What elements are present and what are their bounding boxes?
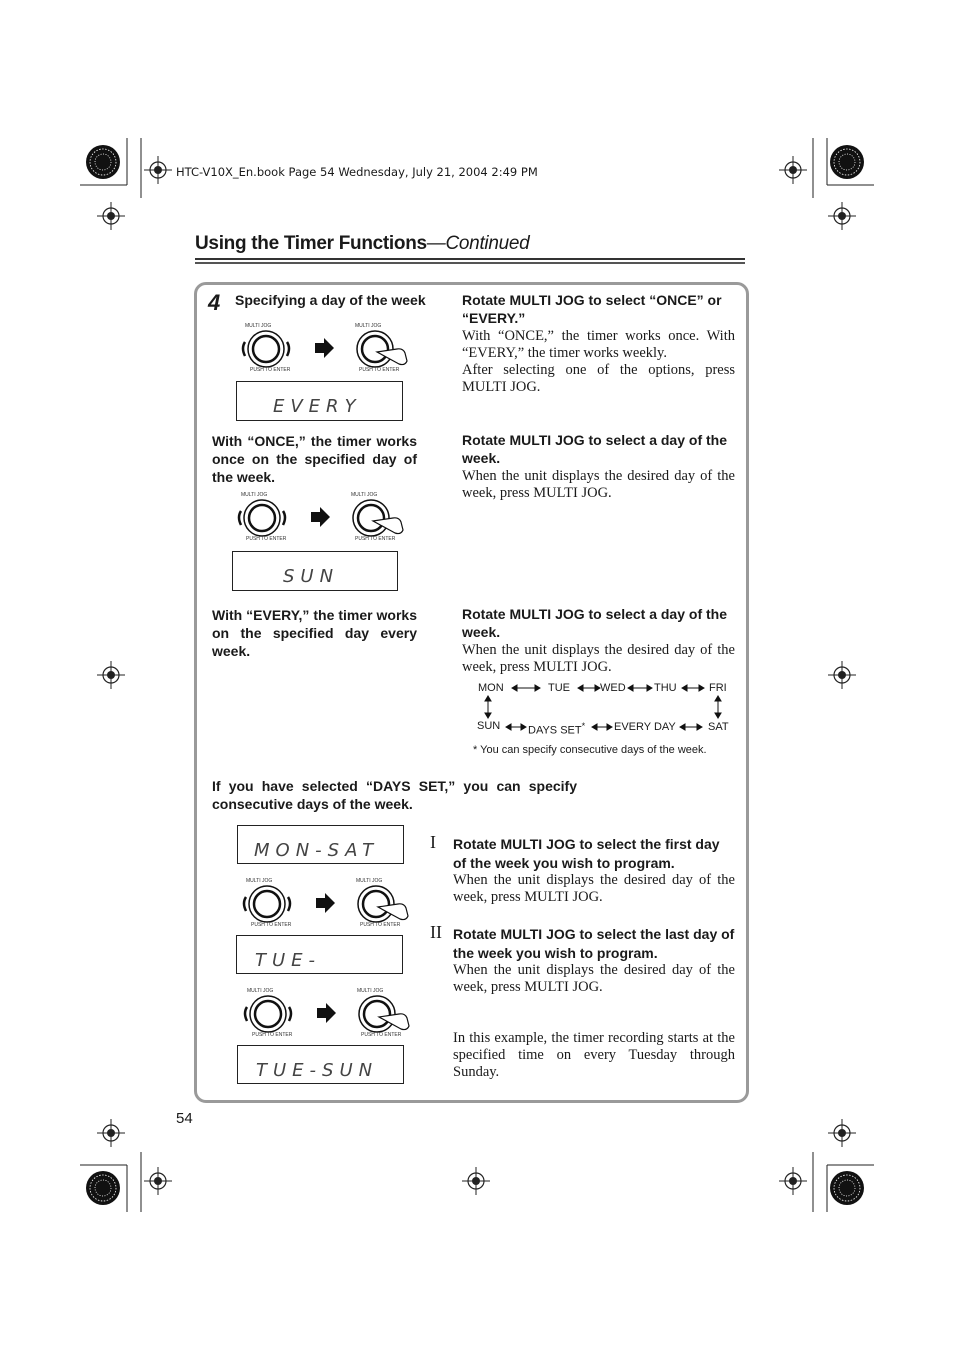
jog-bottom-label: PUSH TO ENTER <box>252 1032 293 1038</box>
once-every-body: With “ONCE,” the timer works once. With “EVERY,” the timer works weekly. <box>462 328 735 361</box>
page-title <box>195 233 529 255</box>
cycle-wed: WED <box>600 682 626 694</box>
once-every-heading: Rotate MULTI JOG to select “ONCE” or “EVERY.” <box>462 292 722 326</box>
lcd-display-every: EVERY <box>236 381 403 421</box>
jog-group-4 <box>237 987 412 1039</box>
once-instruction-heading: Rotate MULTI JOG to select a day of the week. <box>462 432 728 466</box>
cycle-sun: SUN <box>477 720 501 732</box>
step-i-body: When the unit displays the desired day of the week, press MULTI JOG. <box>453 872 735 905</box>
cycle-tue: TUE <box>548 682 570 694</box>
jog-bottom-label: PUSH TO ENTER <box>251 922 292 928</box>
jog-group-3 <box>236 877 411 929</box>
days-set-heading: If you have selected “DAYS SET,” you can specify consecutive days of the week. <box>212 778 577 812</box>
every-description: With “EVERY,” the timer works on the specified day every week. <box>212 607 417 659</box>
jog-top-label: MULTI JOG <box>357 988 384 994</box>
jog-top-label: MULTI JOG <box>245 323 272 329</box>
jog-top-label: MULTI JOG <box>241 492 268 498</box>
cycle-footnote: * You can specify consecutive days of the week. <box>473 744 707 756</box>
every-instruction-heading: Rotate MULTI JOG to select a day of the week. <box>462 606 728 640</box>
jog-bottom-label: PUSH TO ENTER <box>360 922 401 928</box>
jog-top-label: MULTI JOG <box>355 323 382 329</box>
step-heading: Specifying a day of the week <box>235 292 426 308</box>
title-continued: —Continued <box>426 233 530 254</box>
lcd-display-sun: SUN <box>232 551 398 591</box>
title-rule <box>195 258 745 260</box>
once-description: With “ONCE,” the timer works once on the specified day of the week. <box>212 433 417 485</box>
once-instruction-body: When the unit displays the desired day of the week, press MULTI JOG. <box>462 468 735 501</box>
jog-dial-icon <box>231 497 406 537</box>
page-number: 54 <box>176 1110 193 1127</box>
jog-group-1 <box>235 322 410 374</box>
jog-top-label: MULTI JOG <box>356 878 383 884</box>
cycle-arrows <box>470 680 740 740</box>
once-every-press: After selecting one of the options, press MULTI JOG. <box>462 362 735 395</box>
every-instruction-body: When the unit displays the desired day of the week, press MULTI JOG. <box>462 642 735 675</box>
jog-dial-icon <box>236 883 411 923</box>
step-i-number: I <box>430 832 436 852</box>
jog-dial-icon <box>237 993 412 1033</box>
jog-bottom-label: PUSH TO ENTER <box>361 1032 402 1038</box>
cycle-thu: THU <box>654 682 677 694</box>
jog-dial-icon <box>235 328 410 368</box>
step-ii-heading: Rotate MULTI JOG to select the last day of the week you wish to program. <box>453 926 735 961</box>
cycle-days-set: DAYS SET* <box>528 721 586 737</box>
title-main: Using the Timer Functions <box>195 233 427 254</box>
example-note: In this example, the timer recording starts at the specified time on every Tuesday through Sunday. <box>453 1030 735 1080</box>
cycle-fri: FRI <box>709 682 727 694</box>
cycle-mon: MON <box>478 682 504 694</box>
step-i-heading: Rotate MULTI JOG to select the first day of the week you wish to program. <box>453 836 720 871</box>
step-ii-number: II <box>430 922 442 942</box>
cycle-every-day: EVERY DAY <box>614 721 676 733</box>
jog-bottom-label: PUSH TO ENTER <box>359 367 400 373</box>
step-number: 4 <box>208 290 221 315</box>
jog-bottom-label: PUSH TO ENTER <box>250 367 291 373</box>
file-header: HTC-V10X_En.book Page 54 Wednesday, July 21, 2004 2:49 PM <box>176 165 538 179</box>
jog-group-2 <box>231 491 406 543</box>
step-ii-body: When the unit displays the desired day of the week, press MULTI JOG. <box>453 962 735 995</box>
jog-bottom-label: PUSH TO ENTER <box>355 536 396 542</box>
title-rule-2 <box>195 262 745 264</box>
jog-top-label: MULTI JOG <box>351 492 378 498</box>
cycle-sat: SAT <box>708 721 729 733</box>
lcd-display-tue-sun: TUE-SUN <box>237 1045 404 1084</box>
jog-bottom-label: PUSH TO ENTER <box>246 536 287 542</box>
jog-top-label: MULTI JOG <box>247 988 274 994</box>
lcd-display-tue: TUE- <box>236 935 403 974</box>
jog-top-label: MULTI JOG <box>246 878 273 884</box>
lcd-display-mon-sat: MON-SAT <box>237 825 404 864</box>
